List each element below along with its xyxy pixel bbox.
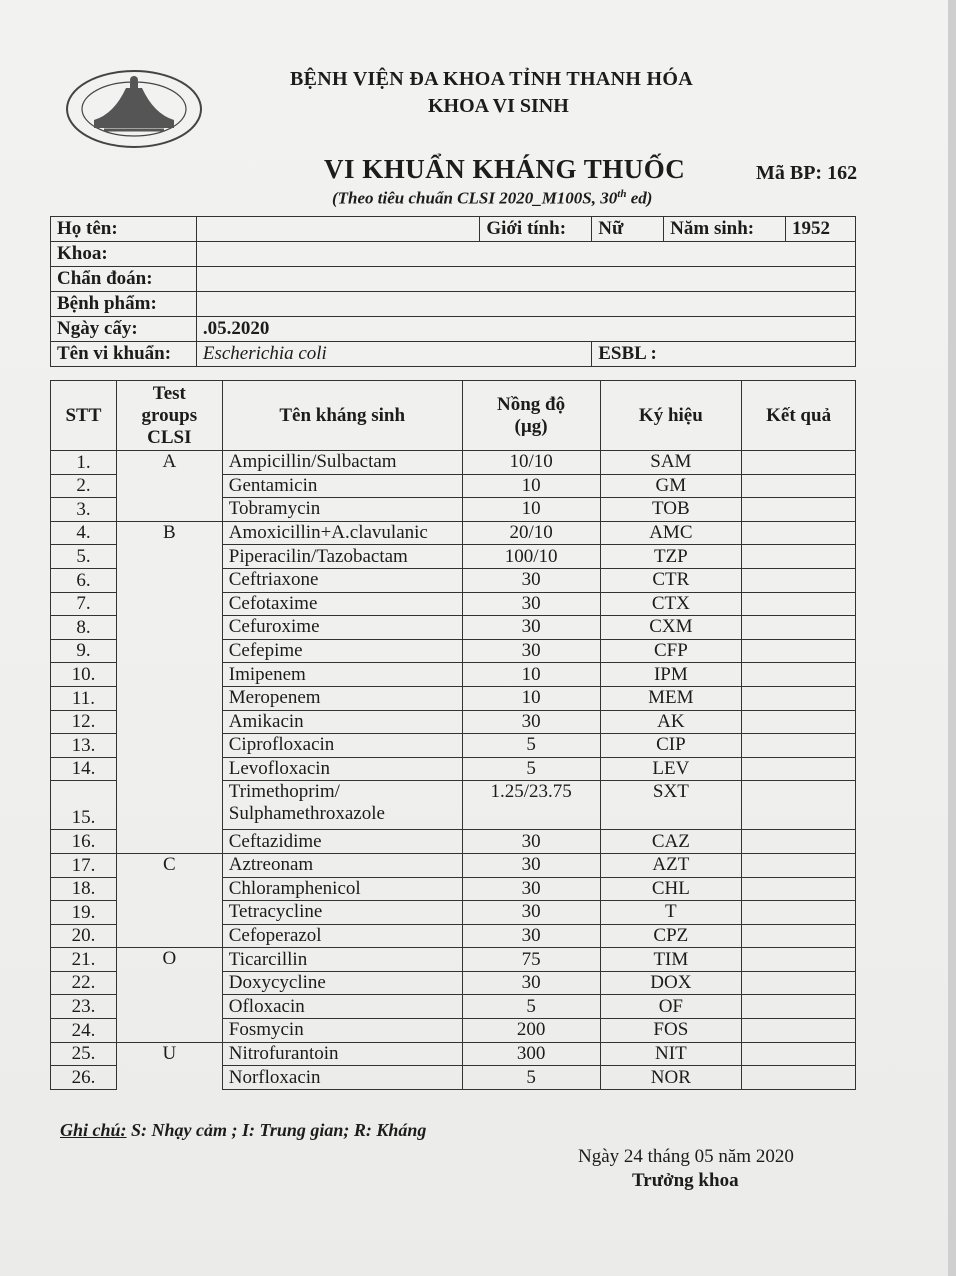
stt-cell: 13. [51,734,117,758]
stt-cell: 18. [51,877,117,901]
antibiotic-name-cell: Ceftazidime [222,830,462,854]
result-cell [742,568,856,592]
symbol-cell: CTR [600,568,742,592]
table-row [51,1042,856,1066]
stt-cell: 21. [51,948,117,972]
group-cell [116,663,222,687]
concentration-cell: 30 [462,971,600,995]
stt-cell: 7. [51,592,117,616]
group-cell [116,781,222,830]
concentration-cell: 5 [462,995,600,1019]
symbol-cell: MEM [600,686,742,710]
symbol-cell: NIT [600,1042,742,1066]
result-cell [742,1042,856,1066]
result-cell [742,498,856,522]
symbol-cell: AK [600,710,742,734]
page-edge [948,0,956,1276]
concentration-cell: 10 [462,498,600,522]
result-cell [742,995,856,1019]
specimen-value [196,292,855,317]
group-cell [116,1066,222,1090]
antibiotic-name-cell: Trimethoprim/ Sulphamethroxazole [222,781,462,830]
concentration-cell: 20/10 [462,521,600,545]
table-row [51,781,856,830]
table-row [51,663,856,687]
group-cell [116,901,222,925]
symbol-cell: CTX [600,592,742,616]
stt-cell: 26. [51,1066,117,1090]
stt-cell: 4. [51,521,117,545]
result-cell [742,781,856,830]
name-value [196,217,480,242]
result-cell [742,521,856,545]
group-cell [116,474,222,498]
symbol-cell: SAM [600,451,742,475]
concentration-cell: 10 [462,686,600,710]
group-cell [116,734,222,758]
antibiotic-name-cell: Tobramycin [222,498,462,522]
concentration-cell: 200 [462,1019,600,1043]
stt-cell: 20. [51,924,117,948]
stt-cell: 19. [51,901,117,925]
group-cell [116,995,222,1019]
symbol-cell: OF [600,995,742,1019]
table-row [51,901,856,925]
specimen-label: Bệnh phẩm: [51,292,197,317]
concentration-cell: 30 [462,639,600,663]
group-cell: C [116,853,222,877]
antibiotic-name-cell: Tetracycline [222,901,462,925]
symbol-cell: LEV [600,757,742,781]
antibiotic-name-cell: Ofloxacin [222,995,462,1019]
concentration-cell: 1.25/23.75 [462,781,600,830]
stt-cell: 6. [51,568,117,592]
symbol-cell: AZT [600,853,742,877]
symbol-cell: CHL [600,877,742,901]
group-cell [116,1019,222,1043]
result-cell [742,616,856,640]
table-row [51,686,856,710]
concentration-cell: 30 [462,924,600,948]
department-label: Khoa: [51,242,197,267]
stt-cell: 15. [51,781,117,830]
legend-note: Ghi chú: S: Nhạy cảm ; I: Trung gian; R: Kháng [60,1120,427,1140]
birth-year-value: 1952 [786,217,856,242]
antibiotic-name-cell: Cefoperazol [222,924,462,948]
signer-title: Trưởng khoa [632,1170,739,1191]
group-cell [116,686,222,710]
concentration-cell: 30 [462,830,600,854]
group-cell: U [116,1042,222,1066]
birth-year-label: Năm sinh: [664,217,786,242]
group-cell: B [116,521,222,545]
table-row [51,1066,856,1090]
concentration-cell: 30 [462,568,600,592]
symbol-cell: CXM [600,616,742,640]
name-label: Họ tên: [51,217,197,242]
bacteria-label: Tên vi khuẩn: [51,342,197,367]
antibiotic-name-cell: Cefepime [222,639,462,663]
result-cell [742,592,856,616]
group-cell [116,757,222,781]
symbol-cell: DOX [600,971,742,995]
table-row [51,853,856,877]
concentration-cell: 100/10 [462,545,600,569]
symbol-cell: SXT [600,781,742,830]
table-row [51,924,856,948]
antibiotic-name-cell: Nitrofurantoin [222,1042,462,1066]
culture-date-value: .05.2020 [196,317,855,342]
result-cell [742,757,856,781]
symbol-cell: TIM [600,948,742,972]
symbol-cell: NOR [600,1066,742,1090]
table-row [51,877,856,901]
concentration-cell: 30 [462,901,600,925]
result-cell [742,545,856,569]
concentration-cell: 5 [462,757,600,781]
antibiotic-table [50,380,856,1090]
group-cell [116,568,222,592]
table-row [51,995,856,1019]
result-cell [742,1019,856,1043]
group-cell [116,710,222,734]
concentration-cell: 30 [462,853,600,877]
result-cell [742,639,856,663]
symbol-cell: AMC [600,521,742,545]
symbol-cell: GM [600,474,742,498]
test-groups-header: Test groups CLSI [116,381,222,451]
result-cell [742,734,856,758]
group-cell [116,830,222,854]
stt-cell: 22. [51,971,117,995]
concentration-cell: 10/10 [462,451,600,475]
result-cell [742,451,856,475]
antibiotic-name-cell: Norfloxacin [222,1066,462,1090]
culture-date-label: Ngày cấy: [51,317,197,342]
antibiotic-name-header: Tên kháng sinh [222,381,462,451]
table-row [51,568,856,592]
bacteria-value: Escherichia coli [196,342,591,367]
result-cell [742,901,856,925]
symbol-cell: TZP [600,545,742,569]
antibiotic-name-cell: Fosmycin [222,1019,462,1043]
stt-cell: 24. [51,1019,117,1043]
stt-cell: 17. [51,853,117,877]
symbol-cell: FOS [600,1019,742,1043]
table-row [51,948,856,972]
patient-info-table [50,216,856,367]
table-row [51,498,856,522]
stt-cell: 5. [51,545,117,569]
concentration-cell: 5 [462,734,600,758]
concentration-cell: 5 [462,1066,600,1090]
group-cell [116,592,222,616]
result-cell [742,877,856,901]
symbol-cell: CFP [600,639,742,663]
antibiotic-name-cell: Aztreonam [222,853,462,877]
gender-value: Nữ [592,217,664,242]
antibiotic-name-cell: Ceftriaxone [222,568,462,592]
table-row [51,616,856,640]
table-row [51,1019,856,1043]
esbl-label: ESBL : [592,342,856,367]
antibiotic-name-cell: Amikacin [222,710,462,734]
antibiotic-name-cell: Levofloxacin [222,757,462,781]
stt-cell: 11. [51,686,117,710]
symbol-cell: CAZ [600,830,742,854]
result-cell [742,663,856,687]
symbol-header: Ký hiệu [600,381,742,451]
antibiotic-name-cell: Ticarcillin [222,948,462,972]
symbol-cell: CPZ [600,924,742,948]
result-cell [742,686,856,710]
hospital-seal-logo [64,68,204,150]
document-title: VI KHUẨN KHÁNG THUỐC [324,154,686,184]
table-row [51,639,856,663]
table-row [51,971,856,995]
group-cell [116,545,222,569]
table-row [51,545,856,569]
result-cell [742,830,856,854]
stt-cell: 10. [51,663,117,687]
antibiotic-name-cell: Ampicillin/Sulbactam [222,451,462,475]
antibiotic-name-cell: Ciprofloxacin [222,734,462,758]
result-cell [742,924,856,948]
result-cell [742,1066,856,1090]
antibiotic-name-cell: Cefuroxime [222,616,462,640]
stt-cell: 12. [51,710,117,734]
diagnosis-value [196,267,855,292]
result-cell [742,971,856,995]
result-cell [742,710,856,734]
result-cell [742,853,856,877]
table-row [51,592,856,616]
group-cell: A [116,451,222,475]
antibiotic-name-cell: Meropenem [222,686,462,710]
group-cell [116,498,222,522]
department-value [196,242,855,267]
group-cell [116,971,222,995]
stt-cell: 3. [51,498,117,522]
antibiotic-name-cell: Chloramphenicol [222,877,462,901]
stt-cell: 16. [51,830,117,854]
stt-cell: 2. [51,474,117,498]
symbol-cell: CIP [600,734,742,758]
antibiotic-name-cell: Cefotaxime [222,592,462,616]
group-cell: O [116,948,222,972]
result-cell [742,474,856,498]
symbol-cell: TOB [600,498,742,522]
table-row [51,521,856,545]
stt-cell: 1. [51,451,117,475]
hospital-name: BỆNH VIỆN ĐA KHOA TỈNH THANH HÓA [290,68,694,90]
gender-label: Giới tính: [480,217,592,242]
table-row [51,830,856,854]
result-header: Kết quả [742,381,856,451]
group-cell [116,616,222,640]
table-row [51,757,856,781]
stt-cell: 9. [51,639,117,663]
group-cell [116,877,222,901]
antibiotic-name-cell: Gentamicin [222,474,462,498]
document-subtitle: (Theo tiêu chuẩn CLSI 2020_M100S, 30th ed) [332,188,653,208]
signature-date: Ngày 24 tháng 05 năm 2020 [578,1146,794,1167]
table-row [51,734,856,758]
table-row [51,710,856,734]
group-cell [116,639,222,663]
concentration-cell: 30 [462,877,600,901]
concentration-cell: 30 [462,710,600,734]
stt-header: STT [51,381,117,451]
symbol-cell: IPM [600,663,742,687]
concentration-header: Nồng độ (µg) [462,381,600,451]
stt-cell: 25. [51,1042,117,1066]
concentration-cell: 10 [462,663,600,687]
stt-cell: 14. [51,757,117,781]
symbol-cell: T [600,901,742,925]
concentration-cell: 30 [462,592,600,616]
diagnosis-label: Chẩn đoán: [51,267,197,292]
stt-cell: 8. [51,616,117,640]
group-cell [116,924,222,948]
concentration-cell: 10 [462,474,600,498]
antibiotic-name-cell: Imipenem [222,663,462,687]
table-row [51,451,856,475]
antibiotic-name-cell: Doxycycline [222,971,462,995]
stt-cell: 23. [51,995,117,1019]
table-row [51,474,856,498]
antibiotic-name-cell: Amoxicillin+A.clavulanic [222,521,462,545]
form-code: Mã BP: 162 [756,162,858,184]
concentration-cell: 30 [462,616,600,640]
antibiotic-name-cell: Piperacilin/Tazobactam [222,545,462,569]
department-name: KHOA VI SINH [428,95,569,117]
concentration-cell: 75 [462,948,600,972]
result-cell [742,948,856,972]
concentration-cell: 300 [462,1042,600,1066]
